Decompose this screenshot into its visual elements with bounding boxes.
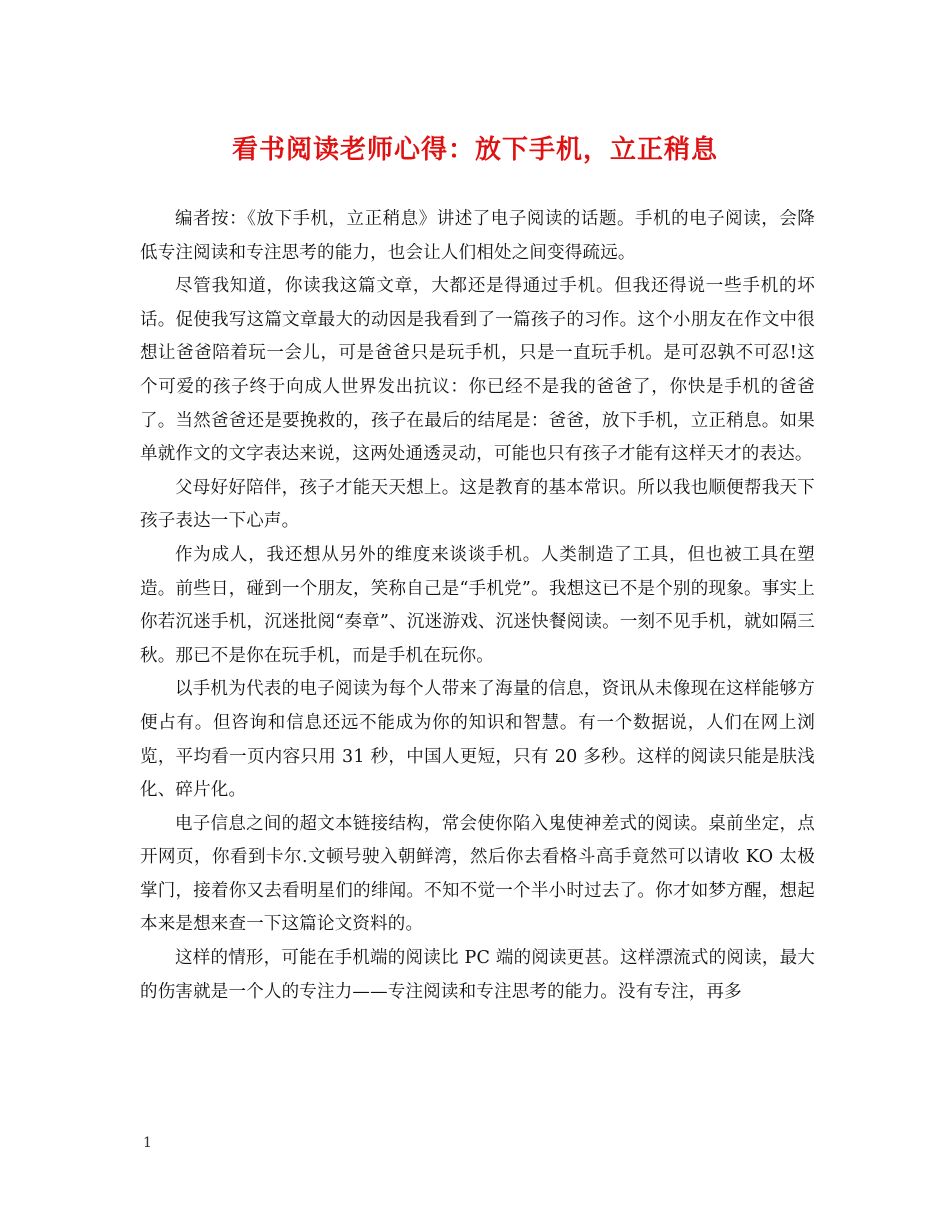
- document-title: 看书阅读老师心得：放下手机，立正稍息: [231, 135, 718, 165]
- paragraph-child-essay: 尽管我知道，你读我这篇文章，大都还是得通过手机。但我还得说一些手机的坏话。促使我写这篇文章最大的动因是我看到了一篇孩子的习作。这个小朋友在作文中很想让爸爸陪着玩一会儿，可是爸爸只是玩手机，只是一直玩手机。是可忍孰不可忍!这个可爱的孩子终于向成人世界发出抗议：你已经不是我的爸爸了，你快是手机的爸爸了。当然爸爸还是要挽救的，孩子在最后的结尾是：爸爸，放下手机，立正稍息。如果单就作文的文字表达来说，这两处通透灵动，可能也只有孩子才能有这样天才的表达。: [140, 276, 815, 465]
- paragraph-mobile-reading: 这样的情形，可能在手机端的阅读比 PC 端的阅读更甚。这样漂流式的阅读，最大的伤害就是一个人的专注力——专注阅读和专注思考的能力。没有专注，再多: [140, 948, 815, 1002]
- document-body: [140, 203, 815, 1009]
- paragraph-hypertext-reading: 电子信息之间的超文本链接结构，常会使你陷入鬼使神差式的阅读。桌前坐定，点开网页，你看到卡尔.文顿号驶入朝鲜湾，然后你去看格斗高手竟然可以请收 KO 太极掌门，接着你又去看明星们的绯闻。不知不觉一个半小时过去了。你才如梦方醒，想起本来是想来查一下这篇论文资料的。: [140, 813, 815, 935]
- paragraph-adult-perspective: 作为成人，我还想从另外的维度来谈谈手机。人类制造了工具，但也被工具在塑造。前些日，碰到一个朋友，笑称自己是“手机党”。我想这已不是个别的现象。事实上你若沉迷手机，沉迷批阅“奏章”、沉迷游戏、沉迷快餐阅读。一刻不见手机，就如隔三秋。那已不是你在玩手机，而是手机在玩你。: [140, 544, 815, 666]
- paragraph-parents-company: 父母好好陪伴，孩子才能天天想上。这是教育的基本常识。所以我也顺便帮我天下孩子表达一下心声。: [140, 477, 815, 532]
- paragraph-editor-note: 编者按：《放下手机，立正稍息》讲述了电子阅读的话题。手机的电子阅读，会降低专注阅读和专注思考的能力，也会让人们相处之间变得疏远。: [140, 209, 815, 263]
- paragraph-information-overload: 以手机为代表的电子阅读为每个人带来了海量的信息，资讯从未像现在这样能够方便占有。但咨询和信息还远不能成为你的知识和智慧。有一个数据说，人们在网上浏览，平均看一页内容只用 31 秒，中国人更短，只有 20 多秒。这样的阅读只能是肤浅化、碎片化。: [140, 679, 815, 801]
- page-number: 1: [143, 1135, 152, 1151]
